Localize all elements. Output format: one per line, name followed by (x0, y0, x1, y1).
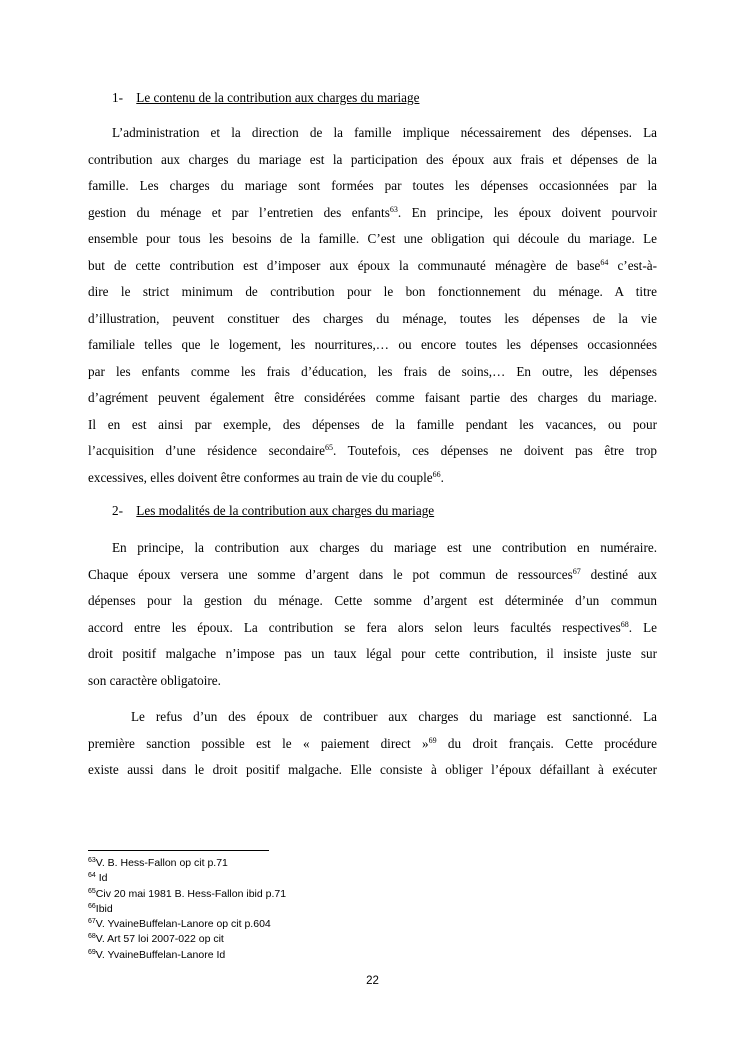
footnote-ref: 63 (389, 204, 398, 214)
text-line: existe aussi dans le droit positif malgache. Elle consiste à obliger l’époux défaillant à exécuter (88, 762, 657, 777)
section-title: Le contenu de la contribution aux charges du mariage (136, 90, 420, 105)
text-line: ensemble pour tous les besoins de la famille. C’est une obligation qui découle du mariage. Le (88, 231, 657, 246)
text-line: contribution aux charges du mariage est la participation des époux aux frais et dépenses de la (88, 151, 657, 167)
footnote: $^{63}$V. B. Hess-Fallon op cit p.71 (88, 857, 228, 869)
text-line: son caractère obligatoire. (88, 672, 221, 688)
section-heading-2 (112, 503, 434, 519)
text-line: l’acquisition d’une résidence secondaire$^{65}$. Toutefois, ces dépenses ne doivent pas être trop (88, 443, 657, 458)
text-line: première sanction possible est le « paiement direct »$^{69}$ du droit français. Cette procédure (88, 735, 657, 751)
text-line: droit positif malgache n’impose pas un taux légal pour cette contribution, il insiste juste sur (88, 646, 657, 661)
text-line: par les enfants comme les frais d’éducation, les frais de soins,… En outre, les dépenses (88, 363, 657, 379)
footnote: $^{67}$V. YvaineBuffelan-Lanore op cit p.604 (88, 918, 271, 931)
text-line: familiale telles que le logement, les nourritures,… ou encore toutes les dépenses occasionnées (88, 337, 657, 352)
footnote: $^{65}$Civ 20 mai 1981 B. Hess-Fallon ibid p.71 (88, 887, 287, 900)
section-number: 2- (112, 503, 123, 518)
text-line: accord entre les époux. La contribution se fera alors selon leurs facultés respectives$^{68}$. Le (88, 619, 657, 635)
text-line: dire le strict minimum de contribution pour le bon fonctionnement du ménage. A titre (88, 284, 657, 299)
paragraph-2 (88, 535, 657, 694)
footnote-ref: 68 (620, 619, 629, 629)
footnote: $^{69}$V. YvaineBuffelan-Lanore Id (88, 948, 226, 961)
text-line: Il en est ainsi par exemple, des dépenses de la famille pendant les vacances, ou pour (88, 416, 657, 432)
section-number: 1- (112, 90, 123, 105)
footnote-ref: 67 (572, 566, 581, 576)
text-line: L’administration et la direction de la famille implique nécessairement des dépenses. La (112, 125, 657, 140)
text-line: famille. Les charges du mariage sont formées par toutes les dépenses occasionnées par la (88, 178, 657, 193)
footnote-ref: 64 (600, 257, 609, 267)
text-line: En principe, la contribution aux charges du mariage est une contribution en numéraire. (112, 540, 657, 555)
text-line: Chaque époux versera une somme d’argent dans le pot commun de ressources$^{67}$ destiné aux (88, 566, 657, 582)
text-line: d’illustration, peuvent constituer des charges du ménage, toutes les dépenses de la vie (88, 310, 657, 326)
footnote: $^{64}$ Id (88, 872, 108, 885)
footnotes (88, 856, 286, 963)
footnote-ref: 69 (428, 735, 437, 745)
text-line: d’agrément peuvent également être considérées comme faisant partie des charges du mariage. (88, 390, 657, 405)
text-line: excessives, elles doivent être conformes au train de vie du couple$^{66}$. (88, 469, 444, 485)
paragraph-3 (88, 704, 657, 784)
text-line: gestion du ménage et par l’entretien des enfants$^{63}$. En principe, les époux doivent pourvoir (88, 204, 657, 220)
section-title: Les modalités de la contribution aux charges du mariage (136, 503, 435, 518)
paragraph-1 (88, 120, 657, 491)
text-line: dépenses pour la gestion du ménage. Cette somme d’argent est déterminée d’un commun (88, 593, 657, 608)
section-heading-1 (112, 90, 419, 106)
page-number: 22 (366, 975, 379, 987)
text-line: Le refus d’un des époux de contribuer aux charges du mariage est sanctionné. La (131, 709, 657, 724)
text-line: but de cette contribution est d’imposer aux époux la communauté ménagère de base$^{64}$ c’est-à- (88, 257, 657, 273)
footnote-ref: 66 (432, 469, 441, 479)
footnote-separator (88, 850, 269, 851)
footnote-ref: 65 (325, 443, 333, 452)
footnote: $^{68}$V. Art 57 loi 2007-022 op cit (88, 933, 224, 946)
footnote: $^{66}$Ibid (88, 902, 113, 915)
